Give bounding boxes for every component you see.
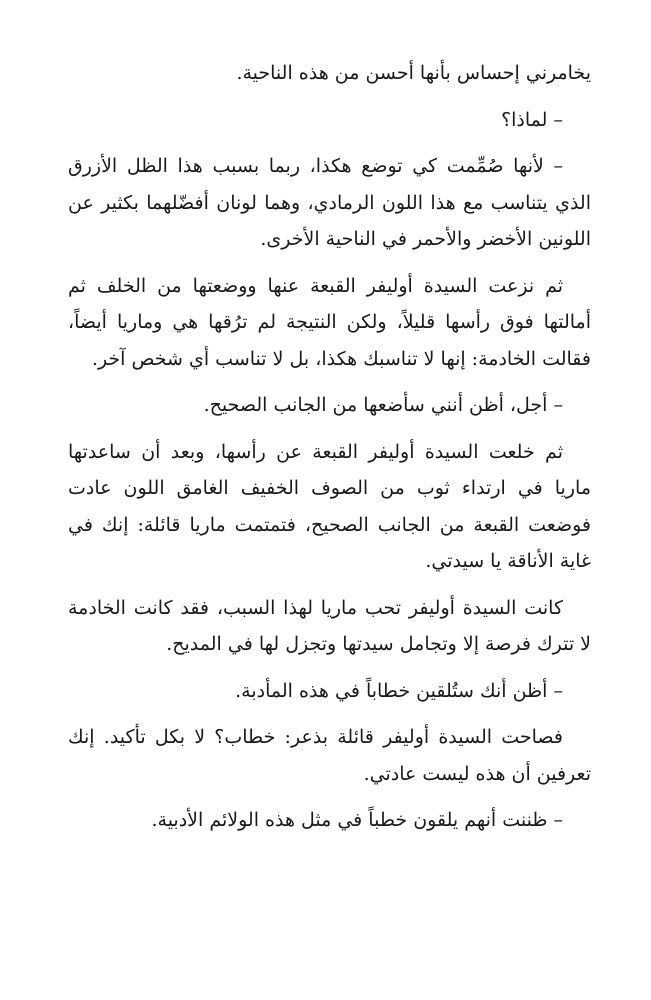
paragraph-8: – أظن أنك ستُلقين خطاباً في هذه المأدبة. [235, 679, 563, 702]
paragraph-5: – أجل، أظن أنني سأضعها من الجانب الصحيح. [203, 394, 563, 416]
book-page [0, 55, 651, 849]
paragraph-7: كانت السيدة أوليفر تحب ماريا لهذا السبب، فقد كانت الخادمة لا تترك فرصة إلا وتجامل سيدتها وتجزل لها في المديح. [68, 596, 591, 655]
paragraph-9: فصاحت السيدة أوليفر قائلة بذعر: خطاب؟ لا بكل تأكيد. إنك تعرفين أن هذه ليست عادتي. [68, 726, 591, 785]
paragraph-3: – لأنها صُمِّمت كي توضع هكذا، ربما بسبب هذا الظل الأزرق الذي يتناسب مع هذا اللون الرمادي، وهما لونان أفضّلهما بكثير عن اللونين الأخضر والأحمر في الناحية الأخرى. [68, 155, 591, 250]
paragraph-6: ثم خلعت السيدة أوليفر القبعة عن رأسها، وبعد أن ساعدتها ماريا في ارتداء ثوب من الصوف الخفيف الغامق اللون عادت فوضعت القبعة من الجانب الصحيح، فتمتمت ماريا قائلة: إنك في غاية الأناقة يا سيدتي. [68, 440, 591, 572]
paragraph-1: يخامرني إحساس بأنها أحسن من هذه الناحية. [236, 62, 591, 84]
paragraph-10: – ظننت أنهم يلقون خطباً في مثل هذه الولائم الأدبية. [151, 809, 563, 831]
paragraph-4: ثم نزعت السيدة أوليفر القبعة عنها ووضعتها من الخلف ثم أمالتها فوق رأسها قليلاً، ولكن النتيجة لم ترُقها هي وماريا أيضاً، فقالت الخادمة: إنها لا تناسبك هكذا، بل لا تناسب أي شخص آخر. [68, 274, 591, 370]
paragraph-2: – لماذا؟ [501, 108, 563, 131]
